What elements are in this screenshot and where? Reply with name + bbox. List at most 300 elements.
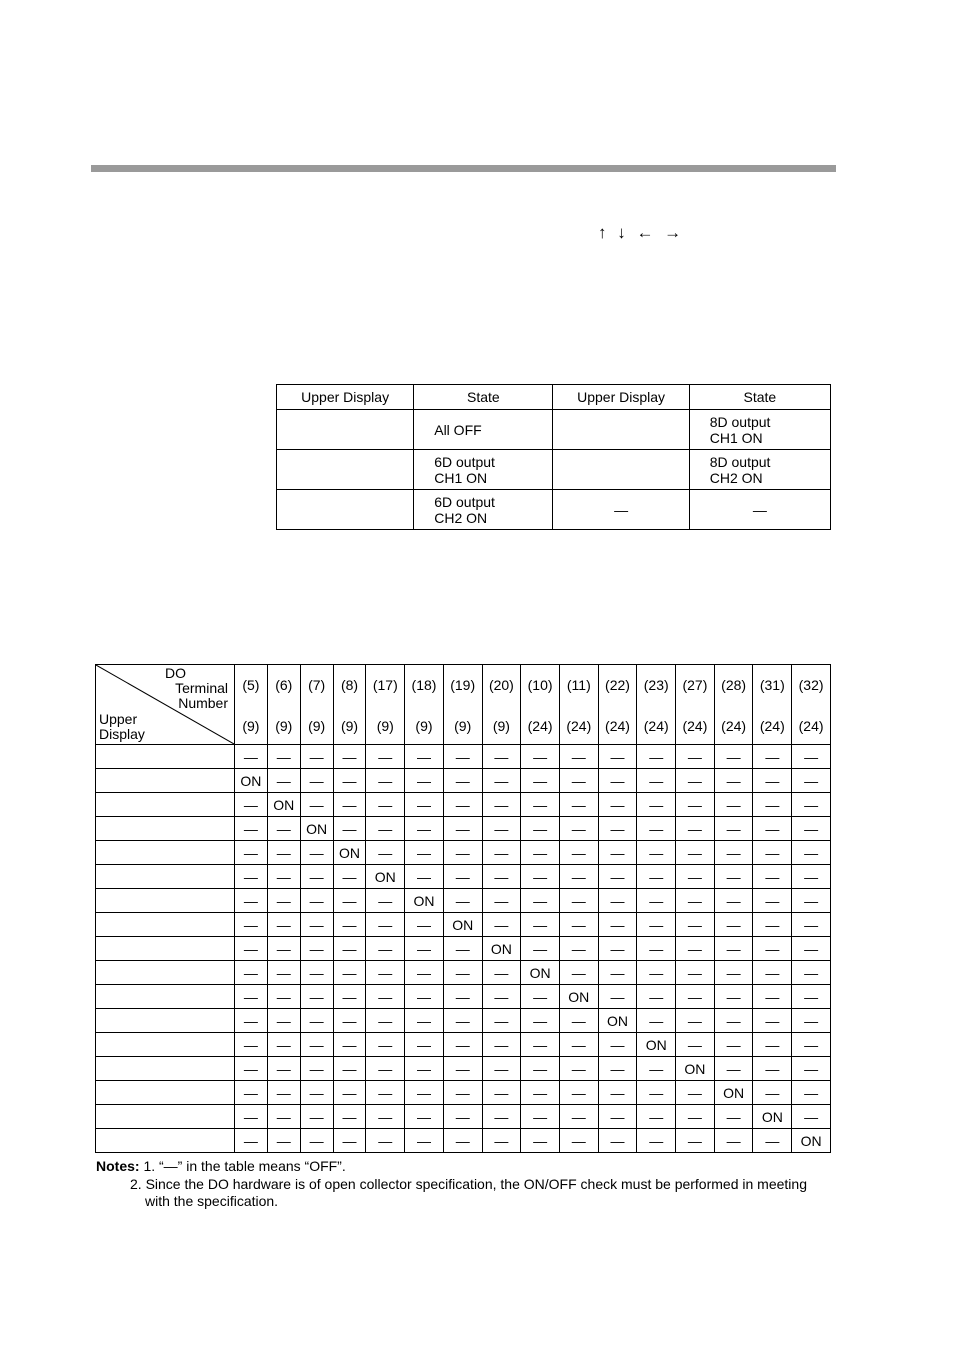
off-cell: — [443, 1009, 482, 1033]
off-cell: — [559, 745, 598, 769]
off-cell: — [333, 1105, 366, 1129]
upper-display-cell [96, 1009, 235, 1033]
off-cell: — [521, 1009, 560, 1033]
off-cell: — [714, 1105, 753, 1129]
off-cell: — [521, 1129, 560, 1153]
off-cell: — [405, 1105, 444, 1129]
terminal-column-header [676, 665, 715, 745]
off-cell: — [366, 745, 405, 769]
off-cell: — [792, 913, 831, 937]
diagonal-header-cell [96, 665, 235, 745]
off-cell: — [521, 985, 560, 1009]
off-cell: — [366, 913, 405, 937]
off-cell: — [598, 1105, 637, 1129]
state-line: CH2 ON [709, 469, 763, 486]
terminal-column-header [300, 665, 333, 745]
terminal-column-header [405, 665, 444, 745]
upper-display-cell [96, 745, 235, 769]
off-cell: — [521, 1057, 560, 1081]
state-cell [414, 410, 553, 450]
off-cell: — [521, 745, 560, 769]
off-cell: — [521, 913, 560, 937]
state-table-row [277, 490, 831, 530]
terminal-number: (19) [450, 677, 476, 693]
table-row [96, 1105, 831, 1129]
off-cell: — [267, 961, 300, 985]
off-cell: — [443, 769, 482, 793]
terminal-number: (28) [721, 677, 747, 693]
terminal-number: (10) [527, 677, 553, 693]
off-cell: — [366, 985, 405, 1009]
off-cell: — [792, 985, 831, 1009]
table-row [96, 793, 831, 817]
off-cell: — [714, 745, 753, 769]
off-cell: — [443, 1081, 482, 1105]
off-cell: — [676, 817, 715, 841]
off-cell: — [267, 769, 300, 793]
terminal-column-header [714, 665, 753, 745]
table-row [96, 1129, 831, 1153]
notes-label: Notes: [96, 1158, 140, 1174]
off-cell: — [267, 1129, 300, 1153]
state-cell [414, 490, 553, 530]
terminal-column-header [333, 665, 366, 745]
on-cell: ON [267, 793, 300, 817]
state-line: CH1 ON [434, 469, 488, 486]
off-cell: — [443, 793, 482, 817]
off-cell: — [405, 769, 444, 793]
off-cell: — [300, 937, 333, 961]
section-rule-bar [91, 165, 836, 172]
off-cell: — [753, 769, 792, 793]
on-cell: ON [598, 1009, 637, 1033]
off-cell: — [443, 889, 482, 913]
off-cell: — [676, 1081, 715, 1105]
upper-display-cell [96, 985, 235, 1009]
off-cell: — [753, 793, 792, 817]
off-cell: — [333, 865, 366, 889]
off-cell: — [676, 937, 715, 961]
off-cell: — [521, 1105, 560, 1129]
state-cell [414, 450, 553, 490]
off-cell: — [366, 841, 405, 865]
header-upper-display-2: Upper Display [553, 385, 689, 410]
off-cell: — [405, 1033, 444, 1057]
on-cell: ON [333, 841, 366, 865]
on-cell: ON [714, 1081, 753, 1105]
upper-display-cell [96, 769, 235, 793]
terminal-column-header [267, 665, 300, 745]
off-cell: — [521, 769, 560, 793]
off-cell: — [482, 913, 521, 937]
off-cell: — [637, 745, 676, 769]
terminal-column-header [753, 665, 792, 745]
off-cell: — [405, 865, 444, 889]
off-cell: — [405, 841, 444, 865]
off-cell: — [300, 889, 333, 913]
off-cell: — [598, 937, 637, 961]
upper-display-cell [96, 913, 235, 937]
off-cell: — [443, 961, 482, 985]
off-cell: — [753, 817, 792, 841]
state-line: 6D output [434, 493, 495, 510]
upper-display-cell [96, 1081, 235, 1105]
off-cell: — [366, 769, 405, 793]
state-cell [689, 450, 830, 490]
off-cell: — [443, 1105, 482, 1129]
off-cell: — [235, 937, 268, 961]
off-cell: — [559, 1057, 598, 1081]
off-cell: — [753, 841, 792, 865]
off-cell: — [366, 1105, 405, 1129]
off-cell: — [792, 1057, 831, 1081]
off-cell: — [300, 985, 333, 1009]
off-cell: — [443, 1129, 482, 1153]
off-cell: — [676, 793, 715, 817]
off-cell: — [598, 913, 637, 937]
off-cell: — [482, 865, 521, 889]
state-cell [553, 450, 689, 490]
terminal-number: (31) [759, 677, 785, 693]
off-cell: — [598, 769, 637, 793]
off-cell: — [300, 961, 333, 985]
off-cell: — [366, 1057, 405, 1081]
off-cell: — [559, 913, 598, 937]
off-cell: — [482, 1129, 521, 1153]
terminal-number: (32) [798, 677, 824, 693]
table-row [96, 865, 831, 889]
off-cell: — [482, 793, 521, 817]
off-cell: — [443, 1057, 482, 1081]
off-cell: — [405, 745, 444, 769]
off-cell: — [366, 961, 405, 985]
off-cell: — [753, 1057, 792, 1081]
off-cell: — [676, 1105, 715, 1129]
table-row [96, 769, 831, 793]
upper-display-cell [96, 841, 235, 865]
off-cell: — [598, 817, 637, 841]
off-cell: — [405, 937, 444, 961]
off-cell: — [235, 841, 268, 865]
note-2: 2. Since the DO hardware is of open collector specification, the ON/OFF check must be performed in meeting with the specification. [130, 1175, 807, 1209]
off-cell: — [714, 1057, 753, 1081]
off-cell: — [235, 817, 268, 841]
off-cell: — [521, 817, 560, 841]
off-cell: — [405, 817, 444, 841]
off-cell: — [267, 841, 300, 865]
off-cell: — [714, 889, 753, 913]
off-cell: — [235, 889, 268, 913]
off-cell: — [443, 937, 482, 961]
off-cell: — [753, 865, 792, 889]
off-cell: — [235, 793, 268, 817]
state-cell [689, 410, 830, 450]
on-cell: ON [521, 961, 560, 985]
table-notes [96, 1158, 816, 1211]
table-row [96, 841, 831, 865]
off-cell: — [267, 1105, 300, 1129]
header-state-1: State [414, 385, 553, 410]
upper-display-cell [96, 889, 235, 913]
off-cell: — [637, 817, 676, 841]
terminal-column-header [637, 665, 676, 745]
upper-display-cell [96, 961, 235, 985]
on-cell: ON [482, 937, 521, 961]
off-cell: — [300, 865, 333, 889]
off-cell: — [300, 1105, 333, 1129]
terminal-number: (11) [566, 677, 591, 693]
state-cell [277, 410, 414, 450]
table-row [96, 961, 831, 985]
off-cell: — [637, 889, 676, 913]
off-cell: — [676, 1009, 715, 1033]
off-cell: — [676, 889, 715, 913]
off-cell: — [637, 1081, 676, 1105]
arrow-keys-text: ↑ ↓ ← → [598, 223, 685, 242]
off-cell: — [482, 817, 521, 841]
off-cell: — [300, 841, 333, 865]
off-cell: — [405, 1057, 444, 1081]
state-line: 6D output [434, 453, 495, 470]
off-cell: — [300, 1081, 333, 1105]
off-cell: — [443, 817, 482, 841]
off-cell: — [405, 961, 444, 985]
off-cell: — [267, 985, 300, 1009]
off-cell: — [267, 913, 300, 937]
off-cell: — [235, 1105, 268, 1129]
off-cell: — [637, 1009, 676, 1033]
off-cell: — [333, 1129, 366, 1153]
off-cell: — [676, 841, 715, 865]
off-cell: — [792, 1009, 831, 1033]
off-cell: — [676, 913, 715, 937]
off-cell: — [598, 985, 637, 1009]
terminal-column-header [598, 665, 637, 745]
off-cell: — [598, 841, 637, 865]
on-cell: ON [405, 889, 444, 913]
off-cell: — [559, 817, 598, 841]
off-cell: — [792, 865, 831, 889]
off-cell: — [714, 913, 753, 937]
off-cell: — [676, 745, 715, 769]
upper-display-cell [96, 793, 235, 817]
off-cell: — [559, 1129, 598, 1153]
off-cell: — [559, 961, 598, 985]
off-cell: — [366, 817, 405, 841]
common-terminal-number: (24) [682, 718, 708, 734]
off-cell: — [521, 865, 560, 889]
off-cell: — [559, 841, 598, 865]
common-terminal-number: (24) [759, 718, 785, 734]
terminal-number: (23) [643, 677, 669, 693]
off-cell: — [714, 1009, 753, 1033]
corner-number-label: Number [178, 695, 228, 711]
off-cell: — [753, 937, 792, 961]
off-cell: — [235, 1081, 268, 1105]
table-row [96, 913, 831, 937]
off-cell: — [333, 1009, 366, 1033]
terminal-number: (18) [411, 677, 437, 693]
off-cell: — [482, 769, 521, 793]
off-cell: — [753, 1081, 792, 1105]
common-terminal-number: (9) [376, 718, 394, 734]
off-cell: — [637, 769, 676, 793]
on-cell: ON [753, 1105, 792, 1129]
off-cell: — [714, 937, 753, 961]
common-terminal-number: (24) [798, 718, 824, 734]
on-cell: ON [676, 1057, 715, 1081]
off-cell: — [714, 793, 753, 817]
off-cell: — [792, 1081, 831, 1105]
off-cell: — [482, 841, 521, 865]
off-cell: — [676, 1129, 715, 1153]
common-terminal-number: (24) [643, 718, 669, 734]
off-cell: — [753, 961, 792, 985]
upper-display-cell [96, 1057, 235, 1081]
off-cell: — [637, 913, 676, 937]
off-cell: — [714, 841, 753, 865]
table-row [96, 1033, 831, 1057]
table-row [96, 985, 831, 1009]
off-cell: — [235, 745, 268, 769]
off-cell: — [333, 889, 366, 913]
off-cell: — [333, 793, 366, 817]
off-cell: — [235, 1033, 268, 1057]
off-cell: — [792, 817, 831, 841]
corner-display-label: Display [99, 726, 145, 742]
off-cell: — [405, 793, 444, 817]
off-cell: — [792, 793, 831, 817]
terminal-column-header [366, 665, 405, 745]
off-cell: — [559, 1033, 598, 1057]
off-cell: — [714, 1033, 753, 1057]
state-line: All OFF [434, 421, 482, 438]
off-cell: — [714, 961, 753, 985]
off-cell: — [366, 1009, 405, 1033]
off-cell: — [267, 889, 300, 913]
off-cell: — [333, 1033, 366, 1057]
off-cell: — [714, 817, 753, 841]
off-cell: — [753, 913, 792, 937]
off-cell: — [482, 1033, 521, 1057]
state-line: CH2 ON [434, 509, 488, 526]
common-terminal-number: (24) [566, 718, 592, 734]
state-table [276, 384, 831, 530]
off-cell: — [753, 889, 792, 913]
off-cell: — [637, 1105, 676, 1129]
off-cell: — [300, 1009, 333, 1033]
header-upper-display-1: Upper Display [277, 385, 414, 410]
off-cell: — [482, 985, 521, 1009]
table-row [96, 889, 831, 913]
off-cell: — [792, 745, 831, 769]
off-cell: — [366, 793, 405, 817]
off-cell: — [598, 1057, 637, 1081]
off-cell: — [676, 961, 715, 985]
off-cell: — [637, 865, 676, 889]
corner-upper-label: Upper [99, 711, 138, 727]
off-cell: — [637, 985, 676, 1009]
off-cell: — [267, 817, 300, 841]
off-cell: — [559, 937, 598, 961]
off-cell: — [598, 1033, 637, 1057]
off-cell: — [333, 1057, 366, 1081]
off-cell: — [598, 865, 637, 889]
off-cell: — [559, 1009, 598, 1033]
state-line: 8D output [709, 453, 771, 470]
table-row [96, 745, 831, 769]
off-cell: — [792, 1105, 831, 1129]
off-cell: — [482, 745, 521, 769]
state-cell: — [689, 490, 830, 530]
state-cell [553, 410, 689, 450]
off-cell: — [637, 793, 676, 817]
table-row [96, 1009, 831, 1033]
common-terminal-number: (9) [340, 718, 359, 734]
off-cell: — [443, 745, 482, 769]
off-cell: — [637, 937, 676, 961]
off-cell: — [333, 961, 366, 985]
off-cell: — [443, 985, 482, 1009]
off-cell: — [235, 1129, 268, 1153]
terminal-column-header [521, 665, 560, 745]
terminal-number: (17) [372, 677, 398, 693]
off-cell: — [405, 985, 444, 1009]
off-cell: — [300, 769, 333, 793]
common-terminal-number: (9) [454, 718, 472, 734]
off-cell: — [676, 865, 715, 889]
on-cell: ON [792, 1129, 831, 1153]
common-terminal-number: (9) [242, 718, 260, 734]
off-cell: — [300, 1057, 333, 1081]
off-cell: — [598, 1129, 637, 1153]
off-cell: — [482, 1081, 521, 1105]
off-cell: — [405, 1129, 444, 1153]
off-cell: — [521, 889, 560, 913]
common-terminal-number: (9) [275, 718, 293, 734]
off-cell: — [267, 1009, 300, 1033]
off-cell: — [333, 817, 366, 841]
off-cell: — [333, 985, 366, 1009]
off-cell: — [366, 1081, 405, 1105]
off-cell: — [792, 841, 831, 865]
on-cell: ON [637, 1033, 676, 1057]
off-cell: — [333, 769, 366, 793]
off-cell: — [559, 793, 598, 817]
off-cell: — [267, 1057, 300, 1081]
off-cell: — [482, 1105, 521, 1129]
note-1: 1. “—” in the table means “OFF”. [139, 1158, 346, 1174]
upper-display-cell [96, 1033, 235, 1057]
terminal-column-header [559, 665, 598, 745]
off-cell: — [792, 889, 831, 913]
terminal-number: (5) [242, 677, 260, 693]
off-cell: — [300, 745, 333, 769]
upper-display-cell [96, 937, 235, 961]
off-cell: — [267, 745, 300, 769]
off-cell: — [267, 865, 300, 889]
off-cell: — [405, 1081, 444, 1105]
off-cell: — [267, 1033, 300, 1057]
terminal-column-header [235, 665, 268, 745]
off-cell: — [598, 889, 637, 913]
table-row [96, 1057, 831, 1081]
state-line: 8D output [709, 413, 771, 430]
off-cell: — [333, 937, 366, 961]
off-cell: — [676, 769, 715, 793]
off-cell: — [333, 913, 366, 937]
off-cell: — [405, 1009, 444, 1033]
